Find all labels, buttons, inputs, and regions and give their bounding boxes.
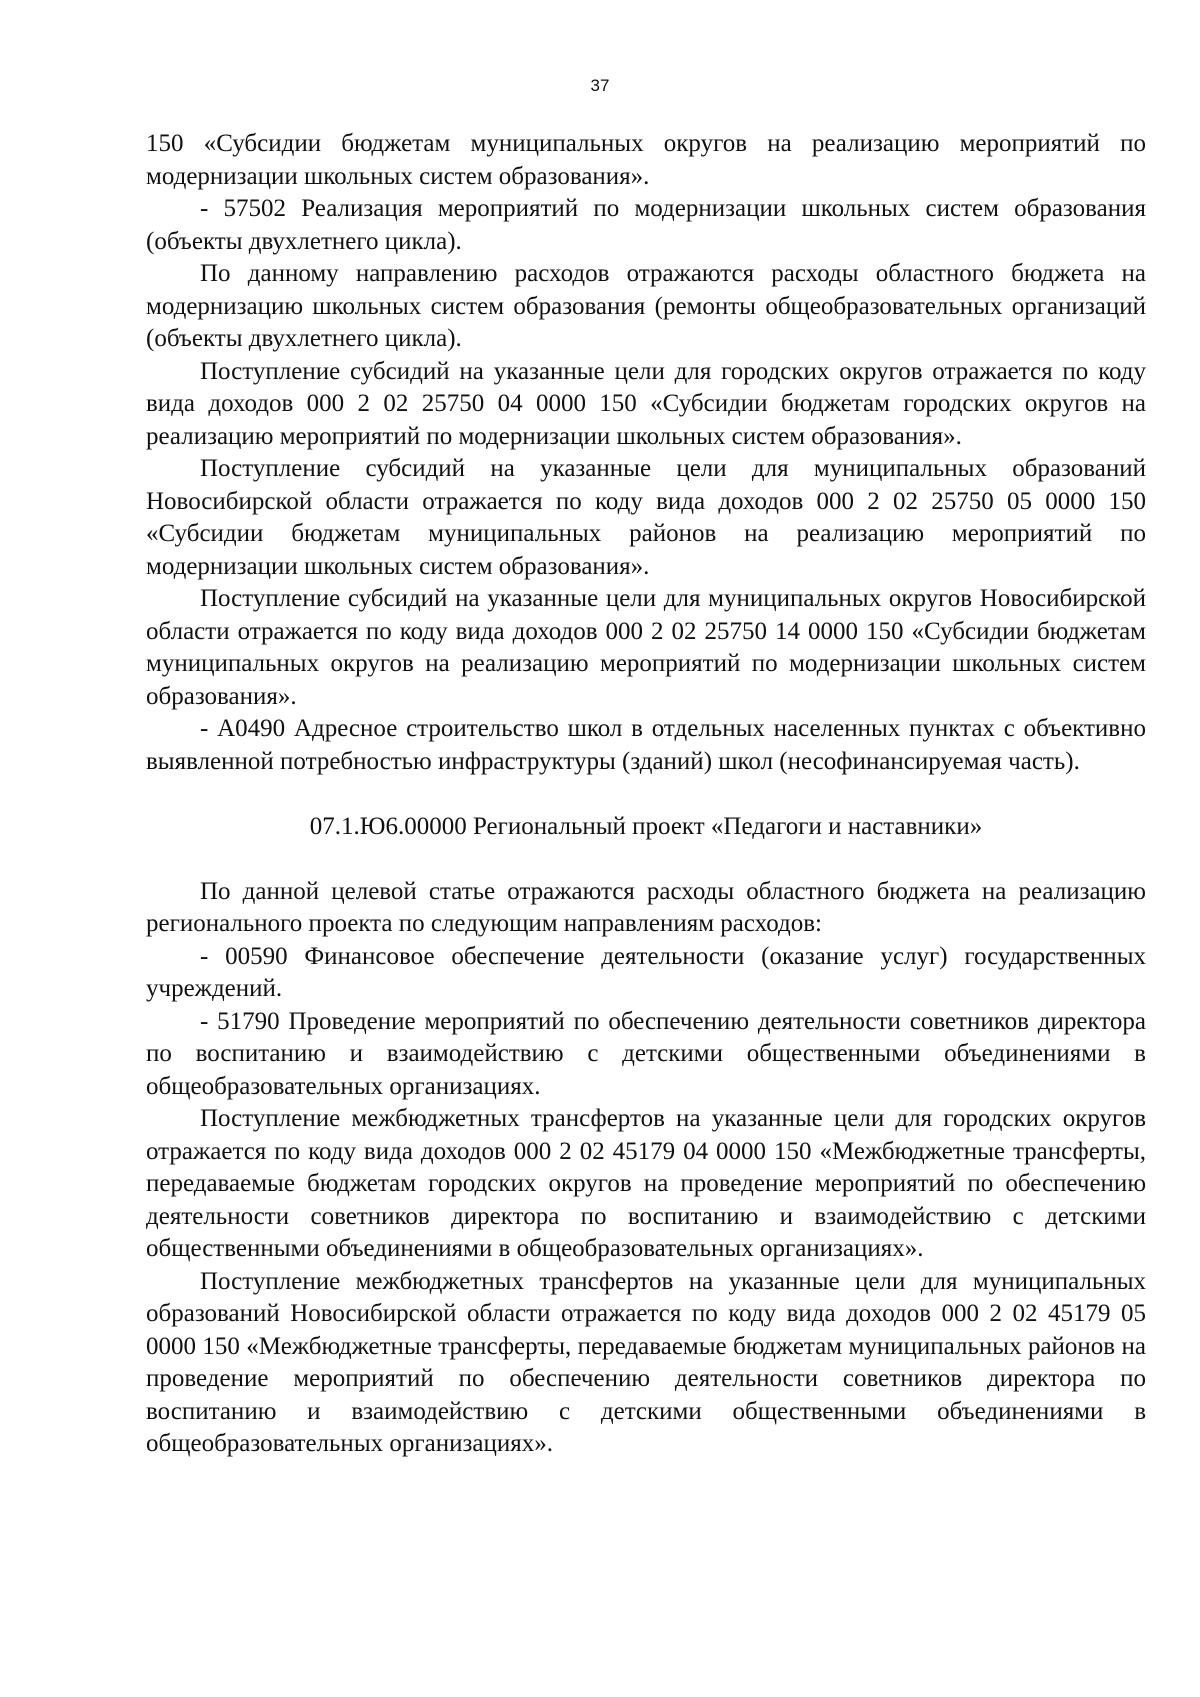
paragraph-city-districts: Поступление субсидий на указанные цели для городских округов отражается по коду вида доходов 000 2 02 25750 04 0000 150 «Субсидии бюджетам городских округов на реализацию мероприятий по модернизации школьных систем образования». bbox=[146, 357, 1146, 450]
paragraph-item-a0490: - А0490 Адресное строительство школ в отдельных населенных пунктах с объективно выявленной потребностью инфраструктуры (зданий) школ (несофинансируемая часть). bbox=[146, 715, 1146, 775]
paragraph-municipal-formations: Поступление субсидий на указанные цели для муниципальных образований Новосибирской области отражается по коду вида доходов 000 2 02 25750 05 0000 150 «Субсидии бюджетам муниципальных районов на реализацию мероприятий по модернизации школьных систем образования». bbox=[146, 455, 1146, 580]
paragraph-item-51790: - 51790 Проведение мероприятий по обеспечению деятельности советников директора по воспитанию и взаимодействию с детскими общественными объединениями в общеобразовательных организациях. bbox=[146, 1007, 1146, 1100]
paragraph-item-57502: - 57502 Реализация мероприятий по модернизации школьных систем образования (объекты двухлетнего цикла). bbox=[146, 195, 1146, 255]
paragraph-continuation: 150 «Субсидии бюджетам муниципальных округов на реализацию мероприятий по модернизации школьных систем образования». bbox=[146, 130, 1146, 190]
paragraph-municipal-districts: Поступление субсидий на указанные цели для муниципальных округов Новосибирской области отражается по коду вида доходов 000 2 02 25750 14 0000 150 «Субсидии бюджетам муниципальных округов на реализацию мероприятий по модернизации школьных систем образования». bbox=[146, 585, 1146, 710]
document-body bbox=[146, 128, 1146, 1461]
paragraph-item-00590: - 00590 Финансовое обеспечение деятельности (оказание услуг) государственных учреждений. bbox=[146, 942, 1146, 1002]
paragraph-expenses-direction: По данному направлению расходов отражаются расходы областного бюджета на модернизацию школьных систем образования (ремонты общеобразовательных организаций (объекты двухлетнего цикла). bbox=[146, 260, 1146, 352]
paragraph-transfers-city: Поступление межбюджетных трансфертов на указанные цели для городских округов отражается по коду вида доходов 000 2 02 45179 04 0000 150 «Межбюджетные трансферты, передаваемые бюджетам городских округов на проведение мероприятий по обеспечению деятельности советников директора по воспитанию и взаимодействию с детскими общественными объединениями в общеобразовательных организациях». bbox=[146, 1105, 1146, 1262]
page-number: 37 bbox=[590, 76, 610, 95]
paragraph-transfers-municipal: Поступление межбюджетных трансфертов на указанные цели для муниципальных образований Новосибирской области отражается по коду вида доходов 000 2 02 45179 05 0000 150 «Межбюджетные трансферты, передаваемые бюджетам муниципальных районов на проведение мероприятий по обеспечению деятельности советников директора по воспитанию и взаимодействию с детскими общественными объединениями в общеобразовательных организациях». bbox=[146, 1267, 1146, 1457]
paragraph-project-expenses: По данной целевой статье отражаются расходы областного бюджета на реализацию регионального проекта по следующим направлениям расходов: bbox=[146, 877, 1146, 937]
section-heading: 07.1.Ю6.00000 Региональный проект «Педагоги и наставники» bbox=[309, 813, 983, 840]
